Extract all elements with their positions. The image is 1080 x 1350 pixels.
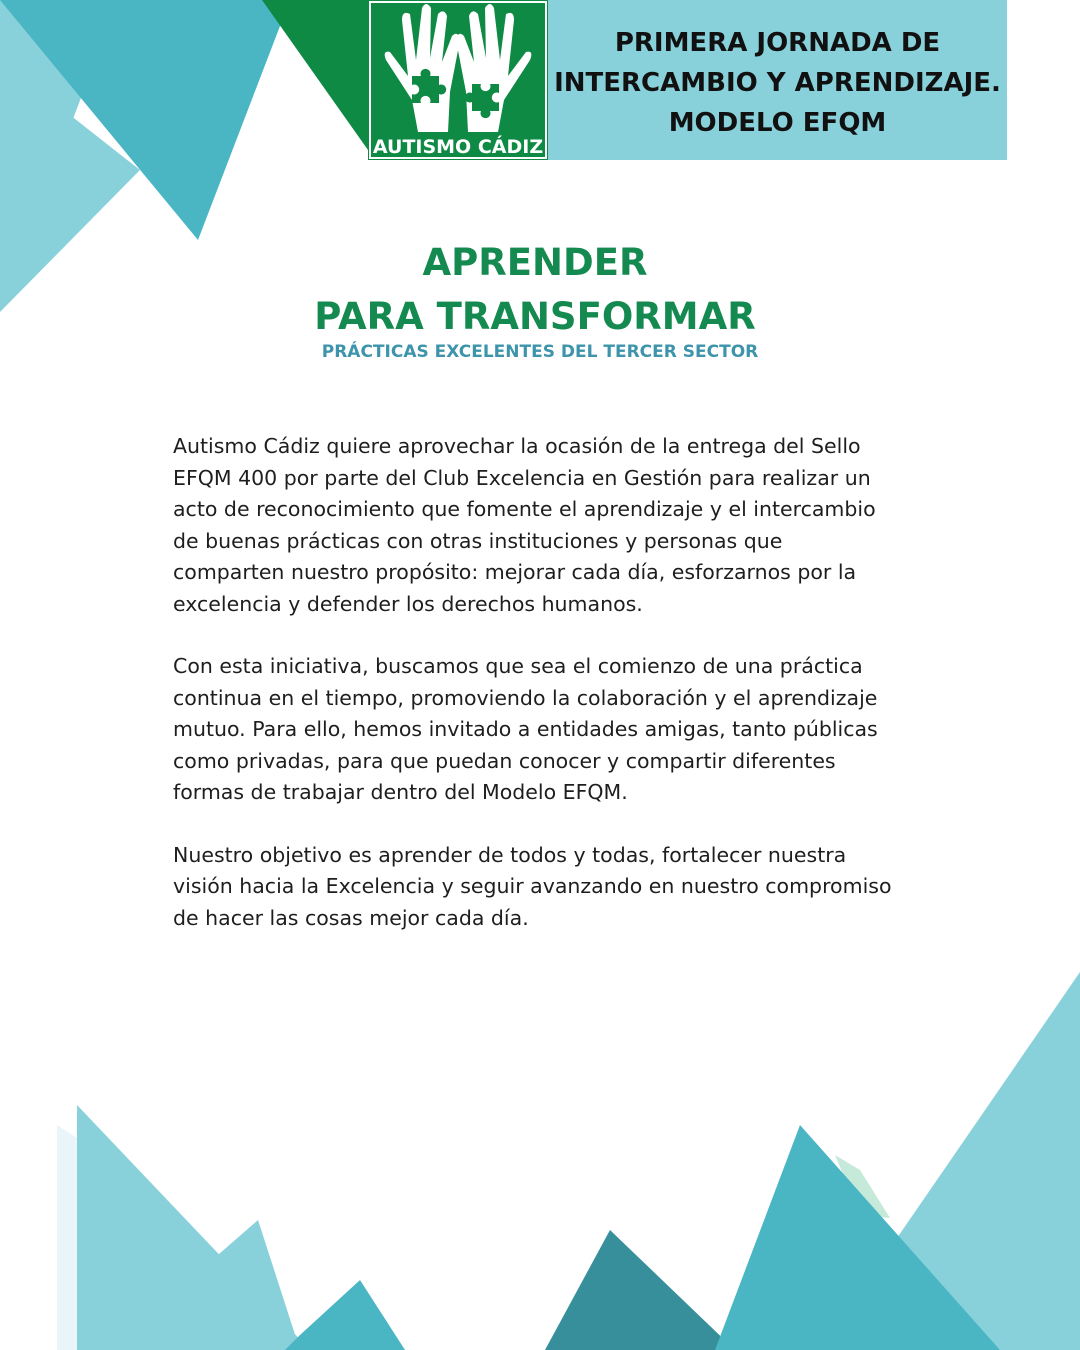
paragraph-line: acto de reconocimiento que fomente el aprendizaje y el intercambio (173, 497, 876, 521)
paragraph-line: Con esta iniciativa, buscamos que sea el comienzo de una práctica (173, 654, 863, 678)
body-text (173, 431, 933, 965)
headline-subtitle: PRÁCTICAS EXCELENTES DEL TERCER SECTOR (321, 342, 759, 362)
paragraph-line: continua en el tiempo, promoviendo la colaboración y el aprendizaje (173, 685, 878, 710)
event-title-line-2: INTERCAMBIO Y APRENDIZAJE. (554, 68, 1001, 98)
paragraph-3 (173, 840, 933, 935)
paragraph-line: Autismo Cádiz quiere aprovechar la ocasión de la entrega del Sello (173, 434, 861, 458)
headline-line-1: APRENDER (422, 241, 648, 284)
event-title-line-3: MODELO EFQM (668, 108, 887, 138)
paragraph-line: excelencia y defender los derechos humanos. (173, 591, 643, 616)
paragraph-line: comparten nuestro propósito: mejorar cada día, esforzarnos por la (173, 560, 857, 584)
paragraph-line: formas de trabajar dentro del Modelo EFQM. (173, 780, 628, 804)
triangle-bottom-left-strip (57, 1125, 77, 1350)
triangle-bottom-right-dark (545, 1230, 735, 1350)
headline (0, 236, 1070, 344)
paragraph-1 (173, 431, 933, 620)
paragraph-line: como privadas, para que puedan conocer y compartir diferentes (173, 748, 836, 773)
paragraph-line: EFQM 400 por parte del Club Excelencia en Gestión para realizar un (173, 465, 871, 490)
paragraph-line: mutuo. Para ello, hemos invitado a entidades amigas, tanto públicas (173, 717, 878, 741)
autismo-cadiz-logo (368, 0, 548, 160)
paragraph-line: Nuestro objetivo es aprender de todos y todas, fortalecer nuestra (173, 842, 847, 867)
paragraph-2 (173, 651, 933, 809)
headline-line-2: PARA TRANSFORMAR (314, 295, 756, 338)
triangle-bottom-left-mid (285, 1280, 405, 1350)
paragraph-line: de hacer las cosas mejor cada día. (173, 905, 529, 930)
logo-text: AUTISMO CÁDIZ (372, 136, 544, 158)
event-title-banner (548, 0, 1007, 160)
event-title-line-1: PRIMERA JORNADA DE (614, 28, 941, 58)
paragraph-line: visión hacia la Excelencia y seguir avanzando en nuestro compromiso (173, 874, 892, 898)
paragraph-line: de buenas prácticas con otras instituciones y personas que (173, 528, 783, 553)
